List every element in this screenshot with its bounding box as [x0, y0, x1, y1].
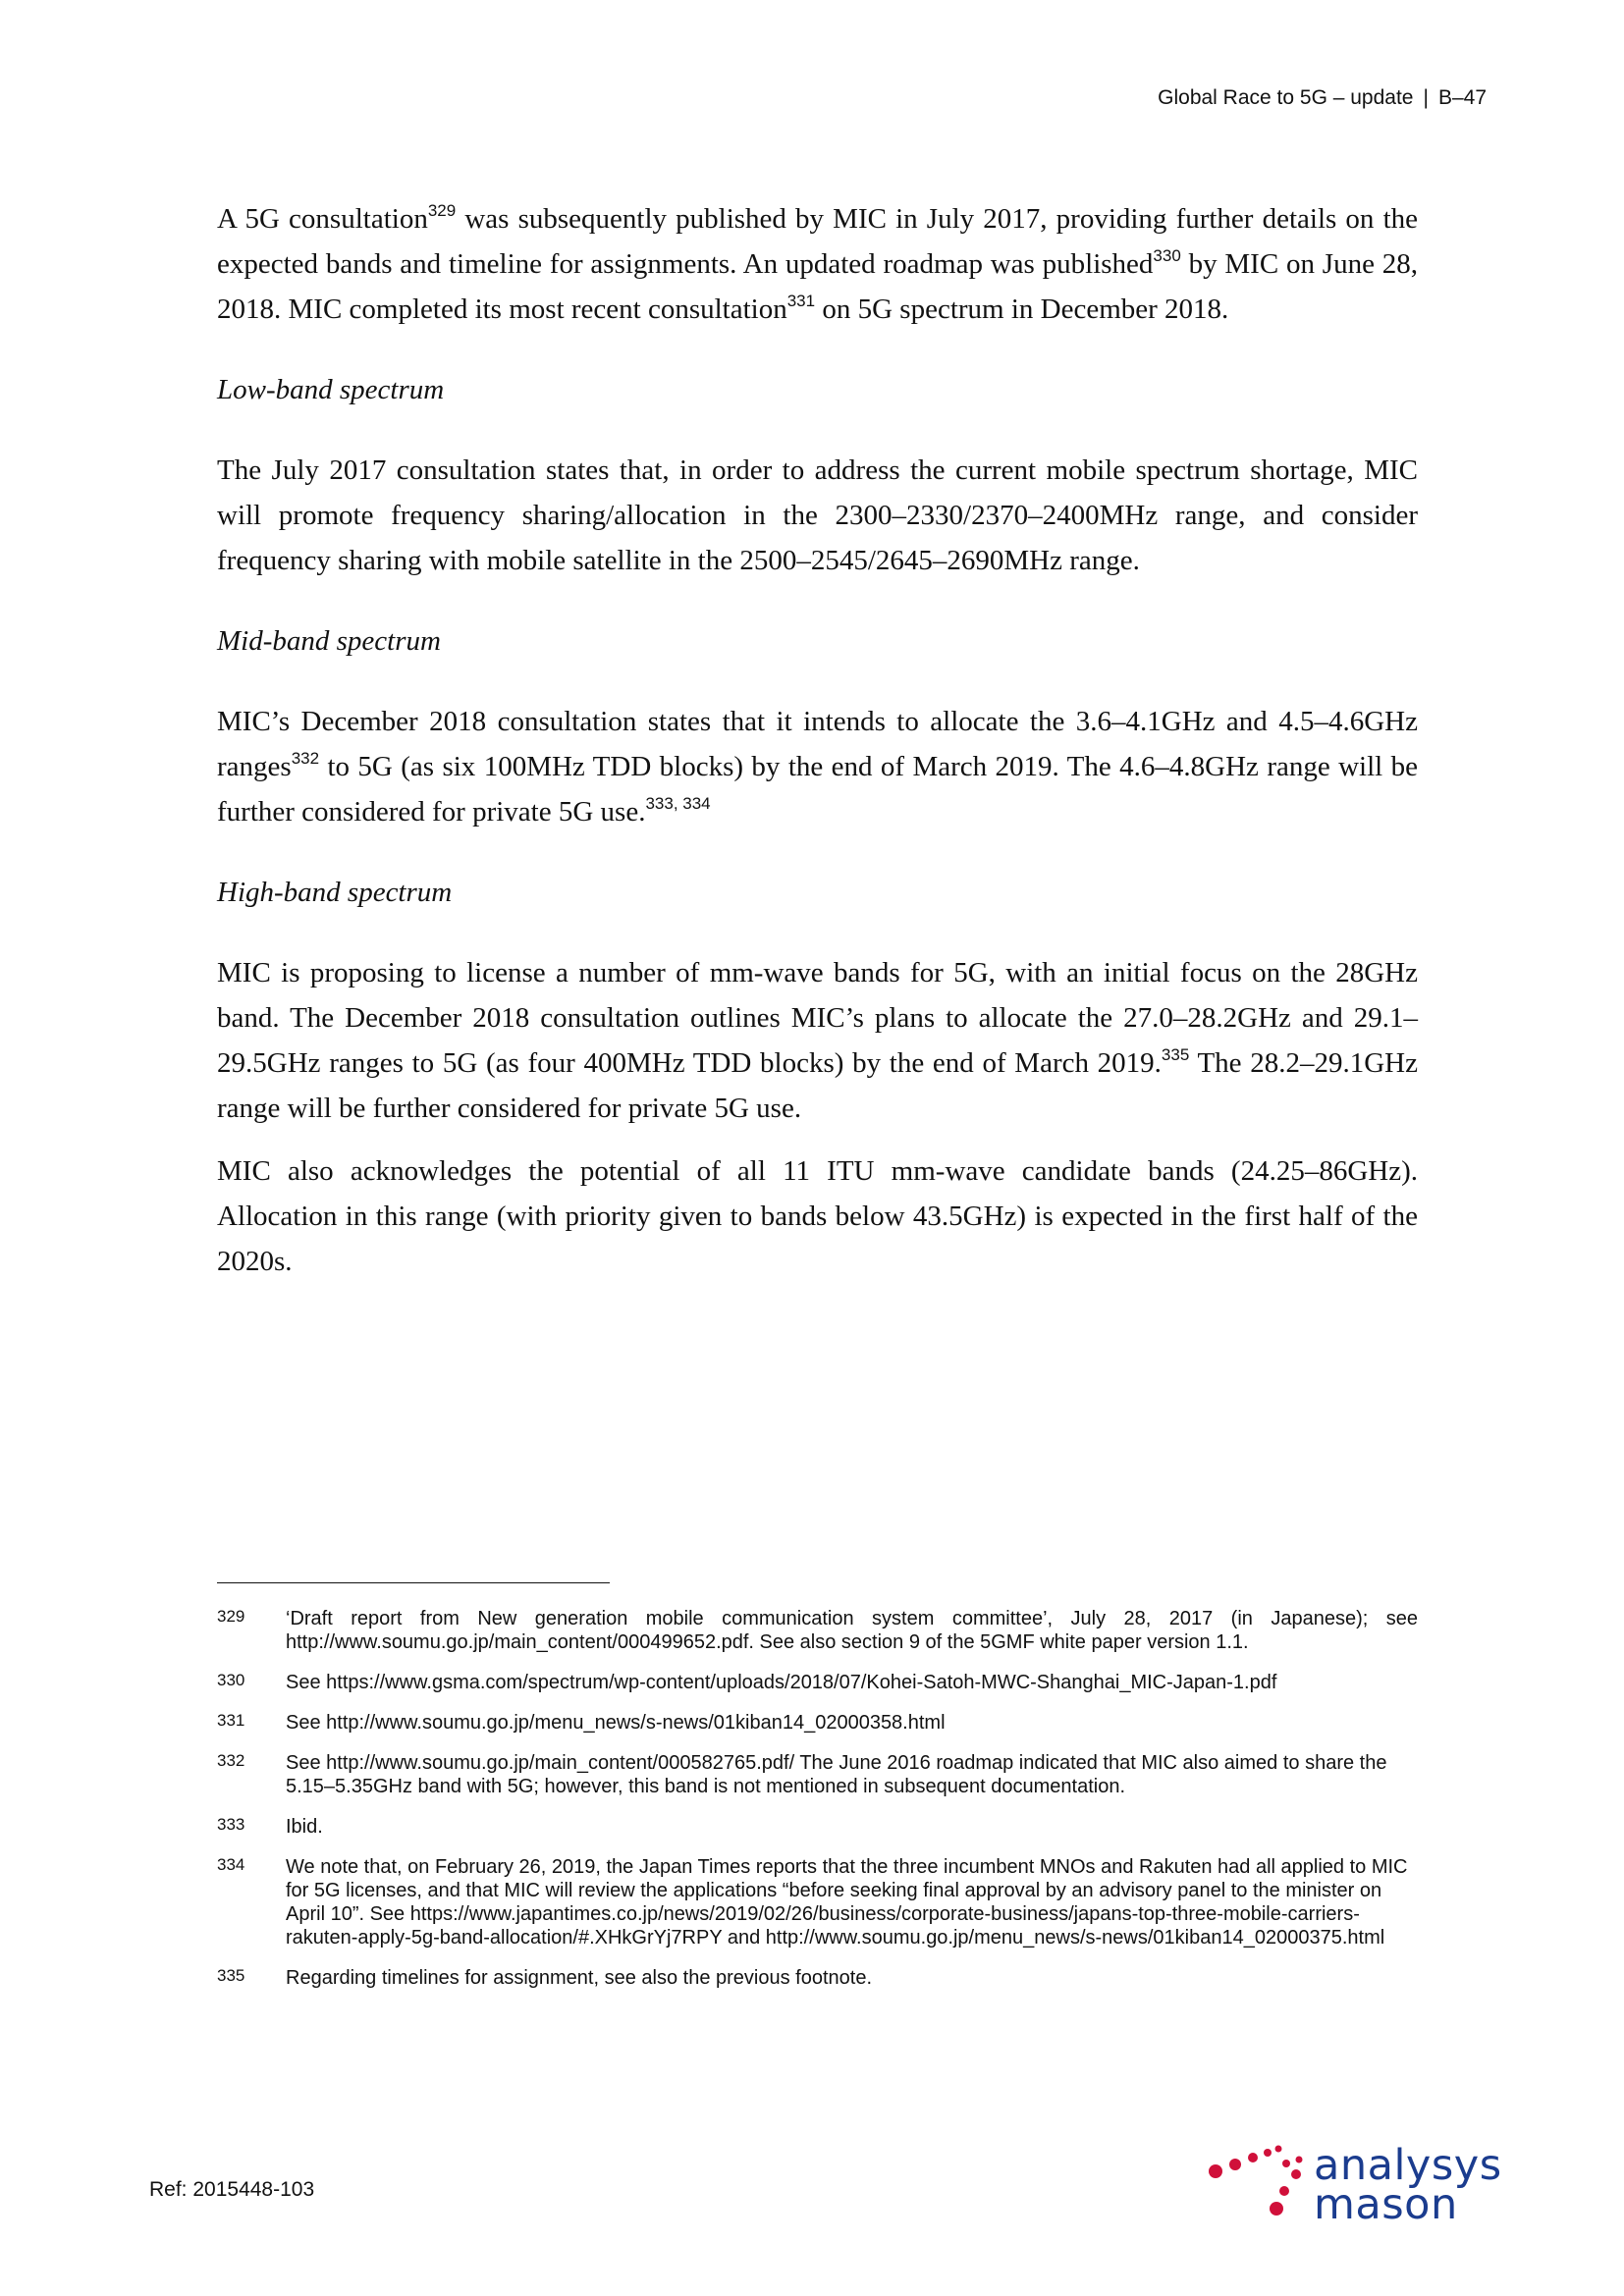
footnote-329 [217, 1607, 1418, 1654]
heading-high-band: High-band spectrum [217, 877, 453, 908]
footnote-number: 331 [217, 1711, 245, 1730]
logo-line-1: analysys [1314, 2141, 1502, 2190]
text-run: The 28.2–29.1GHz range will be further considered for private 5G use. [217, 1047, 1418, 1124]
footnote-number: 335 [217, 1966, 245, 1985]
logo-dot [1209, 2164, 1222, 2178]
footnote-text: See https://www.gsma.com/spectrum/wp-content/uploads/2018/07/Kohei-Satoh-MWC-Shanghai_MIC-Japan-1.pdf [286, 1672, 1277, 1693]
body-text [217, 196, 1418, 1284]
footnote-ref-332[interactable]: 332 [291, 749, 320, 768]
footnote-number: 333 [217, 1815, 245, 1834]
text-run: by MIC on June 28, 2018. MIC completed its most recent consultation [217, 248, 1418, 325]
text-run: on 5G spectrum in December 2018. [815, 294, 1229, 325]
footnote-330 [217, 1671, 1418, 1694]
footnote-number: 329 [217, 1607, 245, 1626]
footnote-text: See http://www.soumu.go.jp/main_content/000582765.pdf/ The June 2016 roadmap indicated that MIC also aimed to share the 5.15–5.35GHz band with 5G; however, this band is not mentioned in subsequent documentation. [286, 1752, 1387, 1797]
text-run: MIC is proposing to license a number of mm-wave bands for 5G, with an initial focus on the 28GHz band. The December 2018 consultation outlines MIC’s plans to allocate the 27.0–28.2GHz and 29.1–29.5GHz ranges to 5G (as four 400MHz TDD blocks) by the end of March 2019. [217, 957, 1418, 1079]
header-separator: | [1423, 86, 1429, 109]
logo-dot [1279, 2186, 1289, 2196]
header-page-number: B–47 [1437, 86, 1487, 109]
footnote-331 [217, 1711, 1418, 1735]
footnote-332 [217, 1751, 1418, 1798]
footnote-335 [217, 1966, 1418, 1990]
running-header [1158, 86, 1487, 110]
intro-paragraph [217, 196, 1418, 332]
footnote-333 [217, 1815, 1418, 1839]
low-band-paragraph: The July 2017 consultation states that, in order to address the current mobile spectrum shortage, MIC will promote frequency sharing/allocation in the 2300–2330/2370–2400MHz range, and consider frequency sharing with mobile satellite in the 2500–2545/2645–2690MHz range. [217, 454, 1418, 576]
logo-dot [1282, 2160, 1290, 2167]
text-run: MIC’s December 2018 consultation states that it intends to allocate the 3.6–4.1GHz and 4.5–4.6GHz ranges [217, 706, 1418, 782]
footnote-number: 334 [217, 1855, 245, 1874]
footnote-text: We note that, on February 26, 2019, the Japan Times reports that the three incumbent MNOs and Rakuten had all applied to MIC for 5G licenses, and that MIC will review the applications “before seeking final approval by an advisory panel to the minister on April 10”. See https://www.japantimes.co.jp/news/2019/02/26/business/corporate-business/japans-top-three-mobile-carriers-rakuten-apply-5g-band-allocation/#.XHkGrYj7RPY and http://www.soumu.go.jp/menu_news/s-news/01kiban14_02000375.html [286, 1856, 1408, 1949]
text-run: to 5G (as six 100MHz TDD blocks) by the end of March 2019. The 4.6–4.8GHz range will be further considered for private 5G use. [217, 751, 1418, 828]
text-run: A 5G consultation [217, 203, 428, 235]
logo-dot [1248, 2153, 1258, 2163]
logo-dot [1270, 2202, 1283, 2216]
heading-low-band: Low-band spectrum [217, 374, 445, 405]
heading-mid-band: Mid-band spectrum [217, 625, 441, 657]
logo-line-2: mason [1314, 2180, 1458, 2229]
footnote-text: Ibid. [286, 1816, 323, 1838]
footnote-ref-329[interactable]: 329 [427, 201, 457, 220]
logo-dots [1209, 2146, 1303, 2216]
footnote-number: 330 [217, 1671, 245, 1689]
footnote-text: Regarding timelines for assignment, see also the previous footnote. [286, 1967, 873, 1989]
header-title: Global Race to 5G – update [1158, 86, 1414, 109]
mid-band-paragraph [217, 699, 1418, 834]
analysys-mason-logo-text [1314, 2141, 1502, 2229]
footnote-ref-331[interactable]: 331 [786, 292, 816, 310]
footnote-334 [217, 1855, 1418, 1949]
footnote-text: ‘Draft report from New generation mobile communication system committee’, July 28, 2017 (in Japanese); see http://www.soumu.go.jp/main_content/000499652.pdf. See also section 9 of the 5GMF white paper version 1.1. [286, 1608, 1418, 1653]
footnote-ref-335[interactable]: 335 [1161, 1045, 1190, 1064]
footnotes [217, 1607, 1418, 2006]
footnote-text: See http://www.soumu.go.jp/menu_news/s-news/01kiban14_02000358.html [286, 1712, 946, 1734]
logo-dot [1296, 2157, 1303, 2163]
mm-wave-paragraph: MIC also acknowledges the potential of all 11 ITU mm-wave candidate bands (24.25–86GHz). Allocation in this range (with priority given to bands below 43.5GHz) is expected in the first half of the 2020s. [217, 1155, 1418, 1277]
logo-dot [1291, 2169, 1301, 2179]
footnote-ref-333-334[interactable]: 333, 334 [645, 794, 711, 813]
document-reference: Ref: 2015448-103 [149, 2178, 315, 2201]
high-band-paragraph [217, 950, 1418, 1131]
text-run: was subsequently published by MIC in July 2017, providing further details on the expected bands and timeline for assignments. An updated roadmap was published [217, 203, 1419, 280]
footnote-number: 332 [217, 1751, 245, 1770]
footnote-divider [217, 1582, 610, 1583]
logo-dot [1275, 2146, 1282, 2153]
footnote-ref-330[interactable]: 330 [1153, 246, 1181, 265]
logo-dot [1264, 2149, 1272, 2157]
logo-dot [1229, 2159, 1241, 2170]
